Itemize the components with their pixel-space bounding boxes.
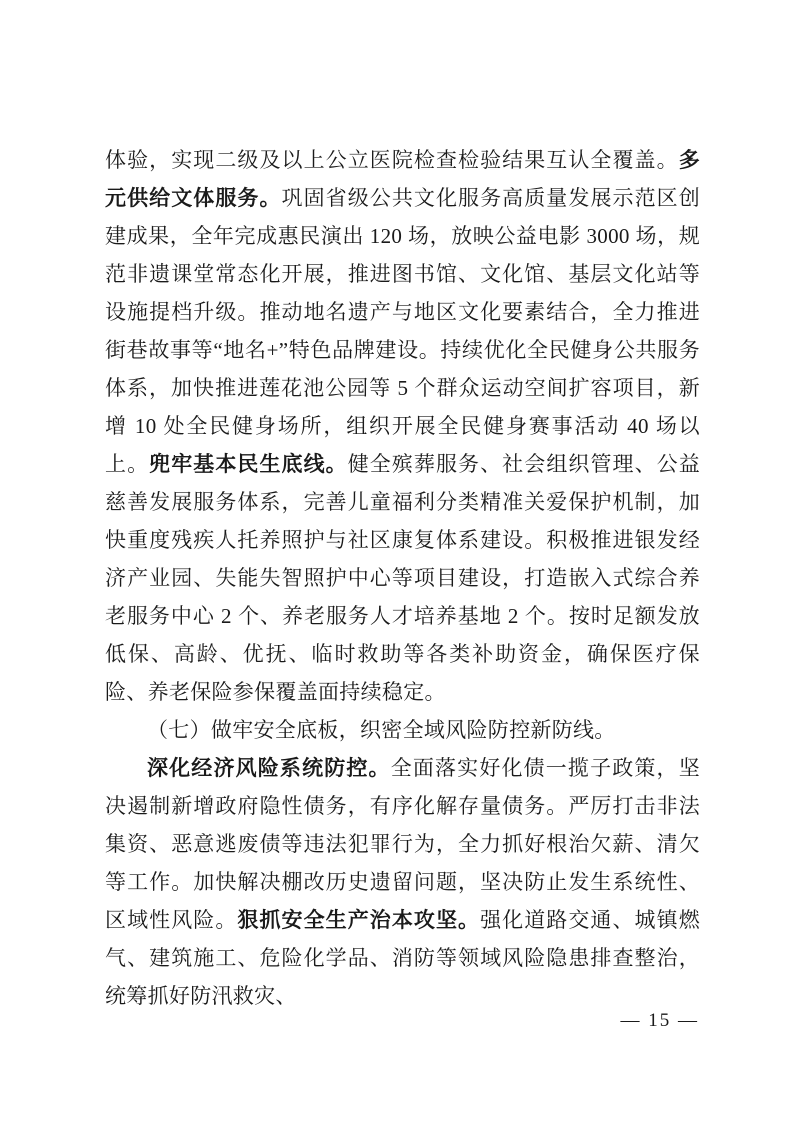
text-run: 体验，实现二级及以上公立医院检查检验结果互认全覆盖。 (105, 148, 679, 172)
paragraph-continuation (105, 141, 700, 711)
section-heading-seven (105, 711, 700, 749)
page-number: — 15 — (620, 1010, 699, 1031)
text-run: 强化道路交通、城镇燃气、建筑施工、危险化学品、消防等领域风险隐患排查整治，统筹抓好防汛救灾、 (105, 908, 700, 1008)
bold-run-economic-risk: 深化经济风险系统防控。 (147, 756, 391, 780)
paragraph-risk-prevention (105, 749, 700, 1015)
text-run: 巩固省级公共文化服务高质量发展示范区创建成果，全年完成惠民演出 120 场，放映公益电影 3000 场，规范非遗课堂常态化开展，推进图书馆、文化馆、基层文化站等设施提档升级。推动地名遗产与地区文化要素结合，全力推进街巷故事等“地名+”特色品牌建设。持续优化全民健身公共服务体系，加快推进莲花池公园等 5 个群众运动空间扩容项目，新增 10 处全民健身场所，组织开展全民健身赛事活动 40 场以上。 (105, 186, 700, 476)
bold-run-livelihood-baseline: 兜牢基本民生底线。 (149, 452, 348, 476)
bold-run-cultural-services: 多元供给文体服务。 (105, 148, 700, 210)
heading-text: （七）做牢安全底板，织密全域风险防控新防线。 (147, 718, 616, 742)
bold-run-work-safety: 狠抓安全生产治本攻坚。 (237, 908, 481, 932)
text-run: 全面落实好化债一揽子政策，坚决遏制新增政府隐性债务，有序化解存量债务。严厉打击非法集资、恶意逃废债等违法犯罪行为，全力抓好根治欠薪、清欠等工作。加快解决棚改历史遗留问题，坚决防止发生系统性、区域性风险。 (105, 756, 700, 932)
document-body (105, 141, 700, 1015)
text-run: 健全殡葬服务、社会组织管理、公益慈善发展服务体系，完善儿童福利分类精准关爱保护机制，加快重度残疾人托养照护与社区康复体系建设。积极推进银发经济产业园、失能失智照护中心等项目建设，打造嵌入式综合养老服务中心 2 个、养老服务人才培养基地 2 个。按时足额发放低保、高龄、优抚、临时救助等各类补助资金，确保医疗保险、养老保险参保覆盖面持续稳定。 (105, 452, 700, 704)
